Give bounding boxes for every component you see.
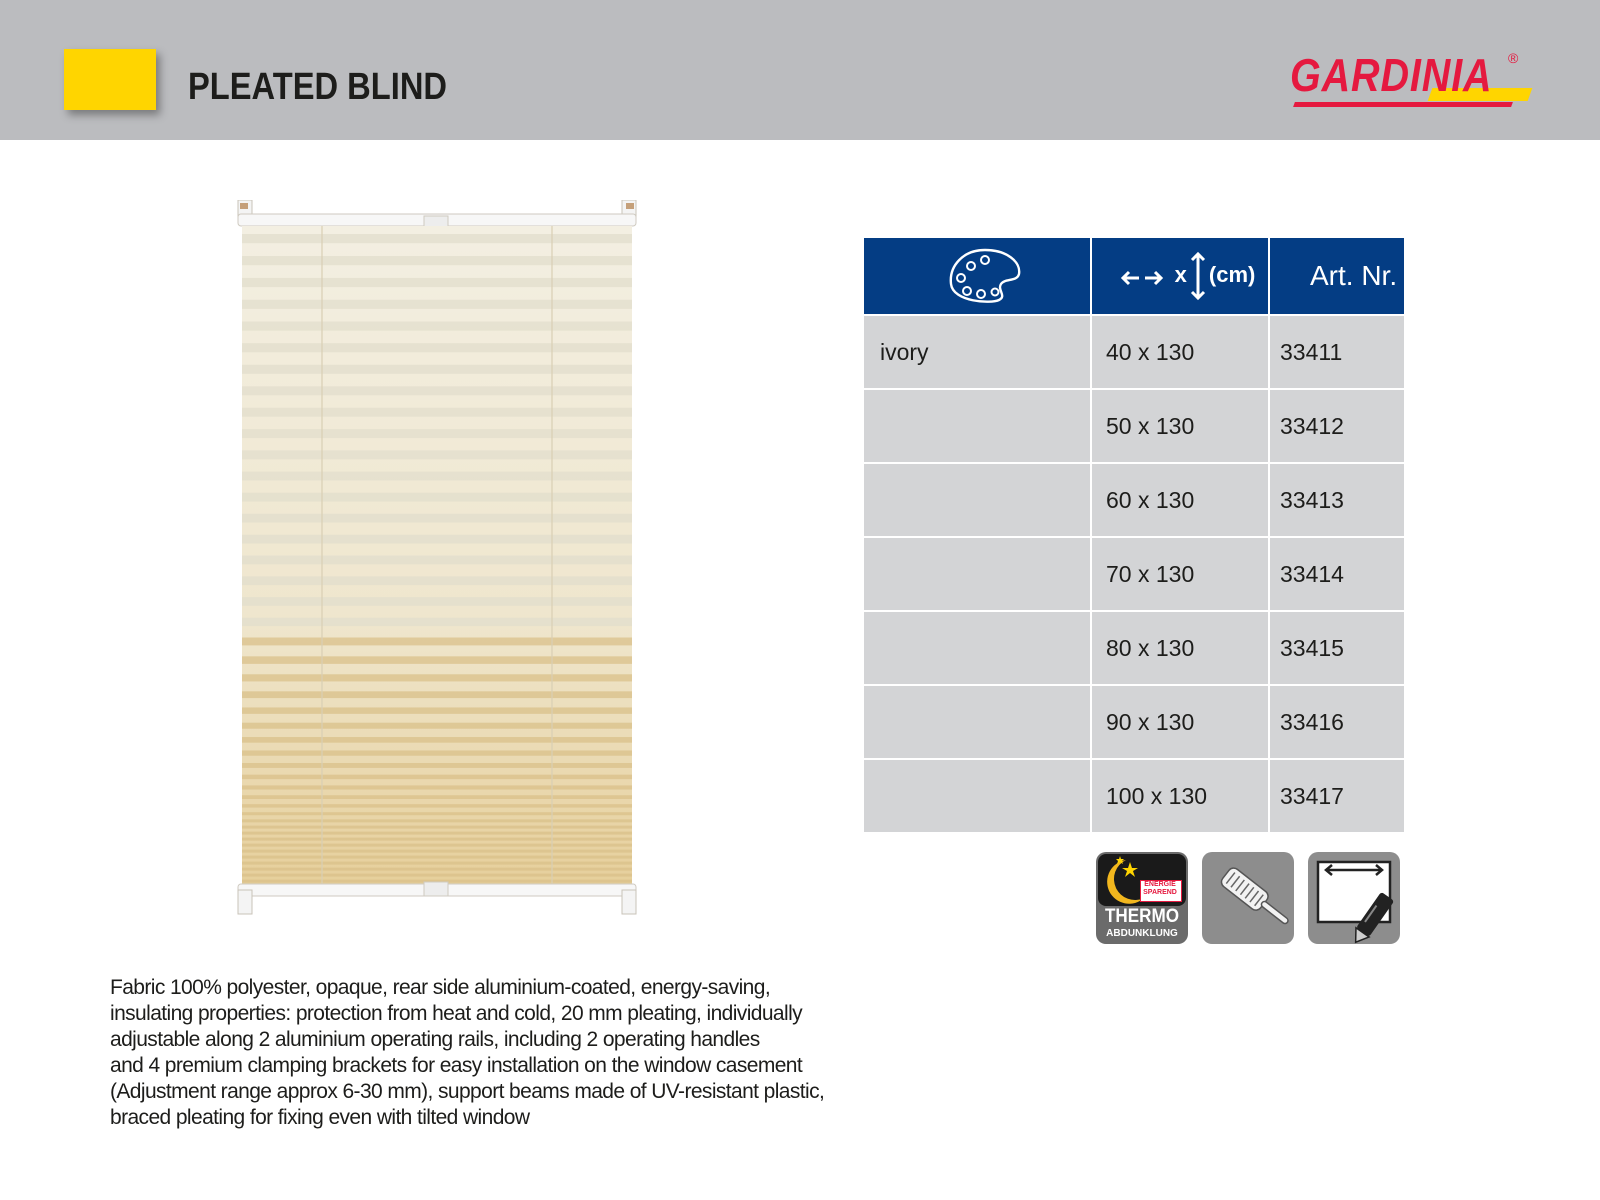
pleat-fold — [242, 691, 632, 698]
logo-red-underline — [1293, 102, 1513, 107]
table-row — [864, 389, 1404, 463]
pleat-fold — [242, 597, 632, 606]
table-row — [864, 315, 1404, 389]
pleat-fold — [242, 763, 632, 768]
pleat-fold — [242, 322, 632, 331]
table-header-row — [864, 238, 1404, 315]
pleat-fold — [242, 638, 632, 646]
cell-size: 70 x 130 — [1091, 537, 1269, 611]
pleat-fold — [242, 723, 632, 729]
pleat-fold — [242, 278, 632, 287]
description-line: and 4 premium clamping brackets for easy installation on the window casement — [110, 1054, 803, 1077]
cutter-icon — [1308, 852, 1400, 944]
cell-art-nr: 33417 — [1269, 759, 1404, 832]
pleat-fold — [242, 804, 632, 807]
pleat-fold — [242, 819, 632, 822]
cell-color — [864, 389, 1091, 463]
pleat-fold — [242, 300, 632, 309]
pleat-fold — [242, 826, 632, 829]
header-color-cell — [864, 238, 1091, 315]
feature-icons — [1096, 852, 1406, 946]
pleat-fold — [242, 844, 632, 847]
energie-sparend-text: ENERGIE SPAREND — [1143, 881, 1177, 896]
brush-drawing — [1202, 852, 1294, 944]
pleat-fold — [242, 674, 632, 681]
cell-color: ivory — [864, 315, 1091, 389]
pleat-fold — [242, 832, 632, 835]
pleat-fold — [242, 365, 632, 374]
left-bottom-bracket — [238, 890, 252, 914]
header-art-nr: Art. Nr. — [1269, 238, 1404, 315]
right-bracket-pad — [626, 203, 634, 209]
pleat-fold — [242, 874, 632, 877]
yellow-accent-square — [64, 49, 156, 110]
blind-illustration — [236, 200, 638, 935]
pleated-blind-image — [236, 200, 638, 935]
pleat-fold — [242, 862, 632, 865]
cell-size: 100 x 130 — [1091, 759, 1269, 832]
width-height-arrows-icon — [1119, 252, 1175, 300]
brush-icon — [1202, 852, 1294, 944]
cell-art-nr: 33413 — [1269, 463, 1404, 537]
pleat-fold — [242, 556, 632, 565]
cell-color — [864, 463, 1091, 537]
cutter-drawing — [1308, 852, 1400, 944]
abdunklung-label: ABDUNKLUNG — [1106, 928, 1178, 939]
dimension-unit-label: (cm) — [1208, 261, 1256, 287]
pleat-fold — [242, 707, 632, 713]
cell-size: 60 x 130 — [1091, 463, 1269, 537]
pleat-fold — [242, 450, 632, 459]
header-bar — [0, 0, 1600, 140]
pleat-fold — [242, 656, 632, 664]
cell-art-nr: 33416 — [1269, 685, 1404, 759]
header-dimension-cell — [1091, 238, 1269, 315]
description-line: braced pleating for fixing even with tilted window — [110, 1106, 530, 1129]
spec-table — [864, 238, 1404, 832]
pleat-fold — [242, 576, 632, 585]
pleat-fold — [242, 472, 632, 481]
pleat-fold — [242, 514, 632, 523]
pleat-fold — [242, 234, 632, 243]
table-row — [864, 537, 1404, 611]
pleat-fold — [242, 838, 632, 841]
table-row — [864, 685, 1404, 759]
thermo-abdunklung-icon — [1096, 852, 1188, 944]
pleat-fold — [242, 408, 632, 417]
thermo-label: THERMO — [1104, 906, 1180, 927]
palette-icon — [945, 244, 1025, 304]
pleat-fold — [242, 868, 632, 871]
table-row — [864, 611, 1404, 685]
pleat-fold — [242, 535, 632, 544]
description-line: adjustable along 2 aluminium operating rails, including 2 operating handles — [110, 1028, 760, 1051]
gardinia-logo — [1290, 50, 1540, 114]
table-row — [864, 759, 1404, 832]
pleat-fold — [242, 493, 632, 502]
description-line: Fabric 100% polyester, opaque, rear side aluminium-coated, energy-saving, — [110, 976, 771, 999]
cell-size: 50 x 130 — [1091, 389, 1269, 463]
logo-registered-mark: ® — [1508, 50, 1519, 66]
pleat-fold — [242, 618, 632, 626]
cell-color — [864, 685, 1091, 759]
cell-size: 40 x 130 — [1091, 315, 1269, 389]
cell-art-nr: 33415 — [1269, 611, 1404, 685]
right-bottom-bracket — [622, 890, 636, 914]
cell-size: 80 x 130 — [1091, 611, 1269, 685]
pleat-fold — [242, 343, 632, 352]
dimension-x-label: x — [1174, 261, 1187, 287]
left-bracket-pad — [240, 203, 248, 209]
pleat-fold — [242, 775, 632, 780]
pleat-fold — [242, 856, 632, 859]
pleat-fold — [242, 850, 632, 853]
cell-color — [864, 611, 1091, 685]
cell-art-nr: 33414 — [1269, 537, 1404, 611]
pleat-fold — [242, 429, 632, 438]
logo-text: GARDINIA — [1290, 49, 1493, 101]
page-title: PLEATED BLIND — [188, 66, 448, 108]
pleat-fold — [242, 386, 632, 395]
pleat-fold — [242, 795, 632, 799]
pleat-fold — [242, 785, 632, 789]
bottom-rail-handle — [424, 882, 448, 896]
pleat-fold — [242, 812, 632, 815]
table-row — [864, 463, 1404, 537]
product-description — [110, 975, 830, 1131]
description-line: (Adjustment range approx 6-30 mm), support beams made of UV-resistant plastic, — [110, 1080, 825, 1103]
cell-art-nr: 33411 — [1269, 315, 1404, 389]
pleat-fold — [242, 750, 632, 755]
height-arrow-icon — [1187, 248, 1209, 304]
pleat-fold — [242, 256, 632, 265]
pleat-fold — [242, 737, 632, 743]
cell-color — [864, 759, 1091, 832]
cell-art-nr: 33412 — [1269, 389, 1404, 463]
cell-color — [864, 537, 1091, 611]
description-line: insulating properties: protection from heat and cold, 20 mm pleating, individually — [110, 1002, 803, 1025]
cell-size: 90 x 130 — [1091, 685, 1269, 759]
